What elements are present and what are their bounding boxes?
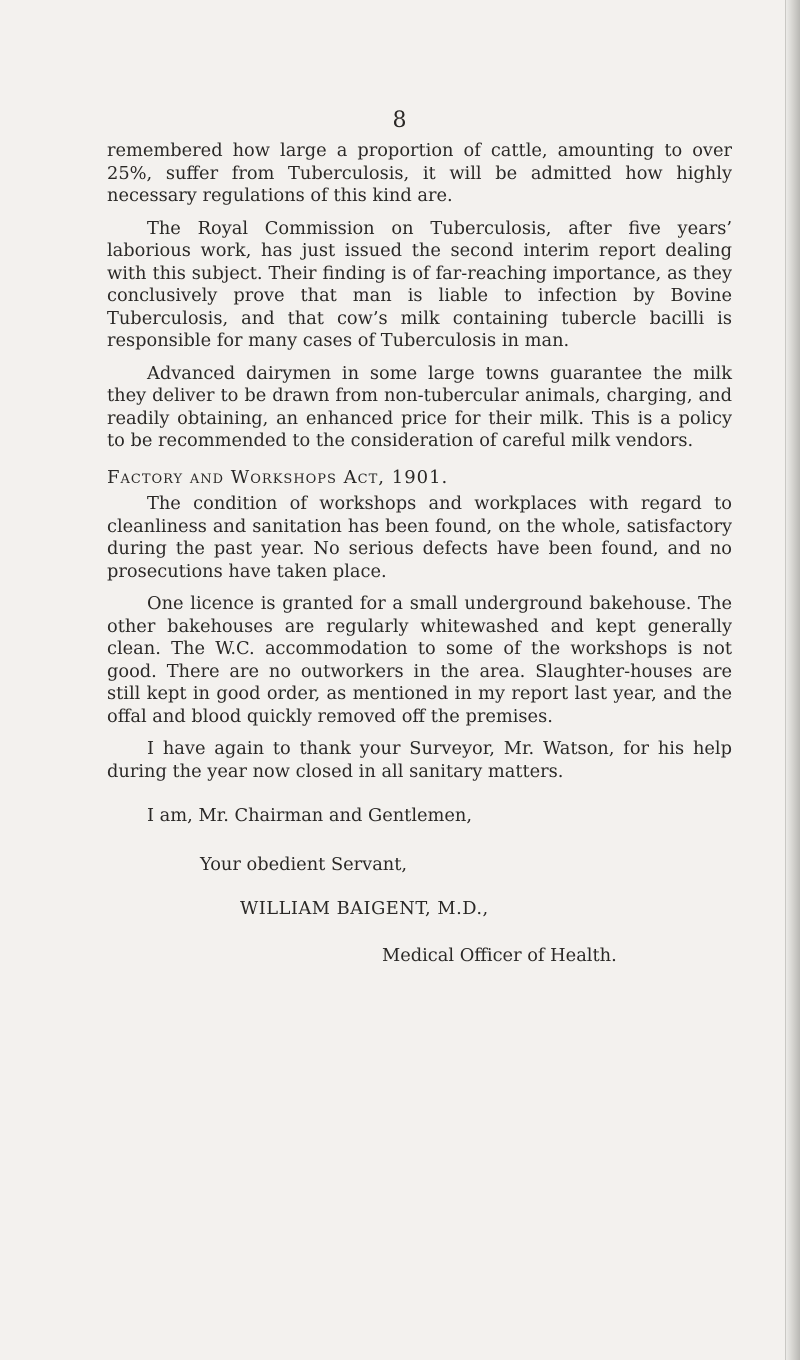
signatory-title: Medical Officer of Health. xyxy=(382,944,617,966)
signature-name: WILLIAM BAIGENT, M.D., xyxy=(240,898,489,919)
page-edge-shadow xyxy=(785,0,800,1360)
page-number: 8 xyxy=(392,108,408,133)
section-heading: Factory and Workshops Act, 1901. xyxy=(107,466,449,488)
paragraph-bakehouses: One licence is granted for a small underground bakehouse. The other bakehouses are regularly whitewashed and kept generally clean. The W.C. accommodation to some of the workshops is not good. There are no outworkers in the area. Slaughter-houses are still kept in good order, as mentioned in my report last year, and the offal and blood quickly removed off the premises. xyxy=(107,593,732,727)
paragraph-thanks: I have again to thank your Surveyor, Mr. Watson, for his help during the year now closed in all sanitary matters. xyxy=(107,738,732,782)
paragraph-royal-commission: The Royal Commission on Tuberculosis, after five years’ laborious work, has just issued the second interim report dealing with this subject. Their finding is of far-reaching importance, as they conclusively prove that man is liable to infection by Bovine Tuberculosis, and that cow’s milk containing tubercle bacilli is responsible for many cases of Tuberculosis in man. xyxy=(107,217,732,351)
letter-body xyxy=(107,140,732,967)
paragraph-continuation: remembered how large a proportion of cattle, amounting to over 25%, suffer from Tuberculosis, it will be admitted how highly necessary regulations of this kind are. xyxy=(107,140,732,206)
paragraph-dairymen: Advanced dairymen in some large towns guarantee the milk they deliver to be drawn from non-tubercular animals, charging, and readily obtaining, an enhanced price for their milk. This is a policy to be recommended to the consideration of careful milk vendors. xyxy=(107,362,732,451)
closing-valediction: Your obedient Servant, xyxy=(200,853,408,875)
closing-salutation: I am, Mr. Chairman and Gentlemen, xyxy=(147,805,473,826)
paragraph-workshops-condition: The condition of workshops and workplaces with regard to cleanliness and sanitation has been found, on the whole, satisfactory during the past year. No serious defects have been found, and no prosecutions have taken place. xyxy=(107,493,732,582)
